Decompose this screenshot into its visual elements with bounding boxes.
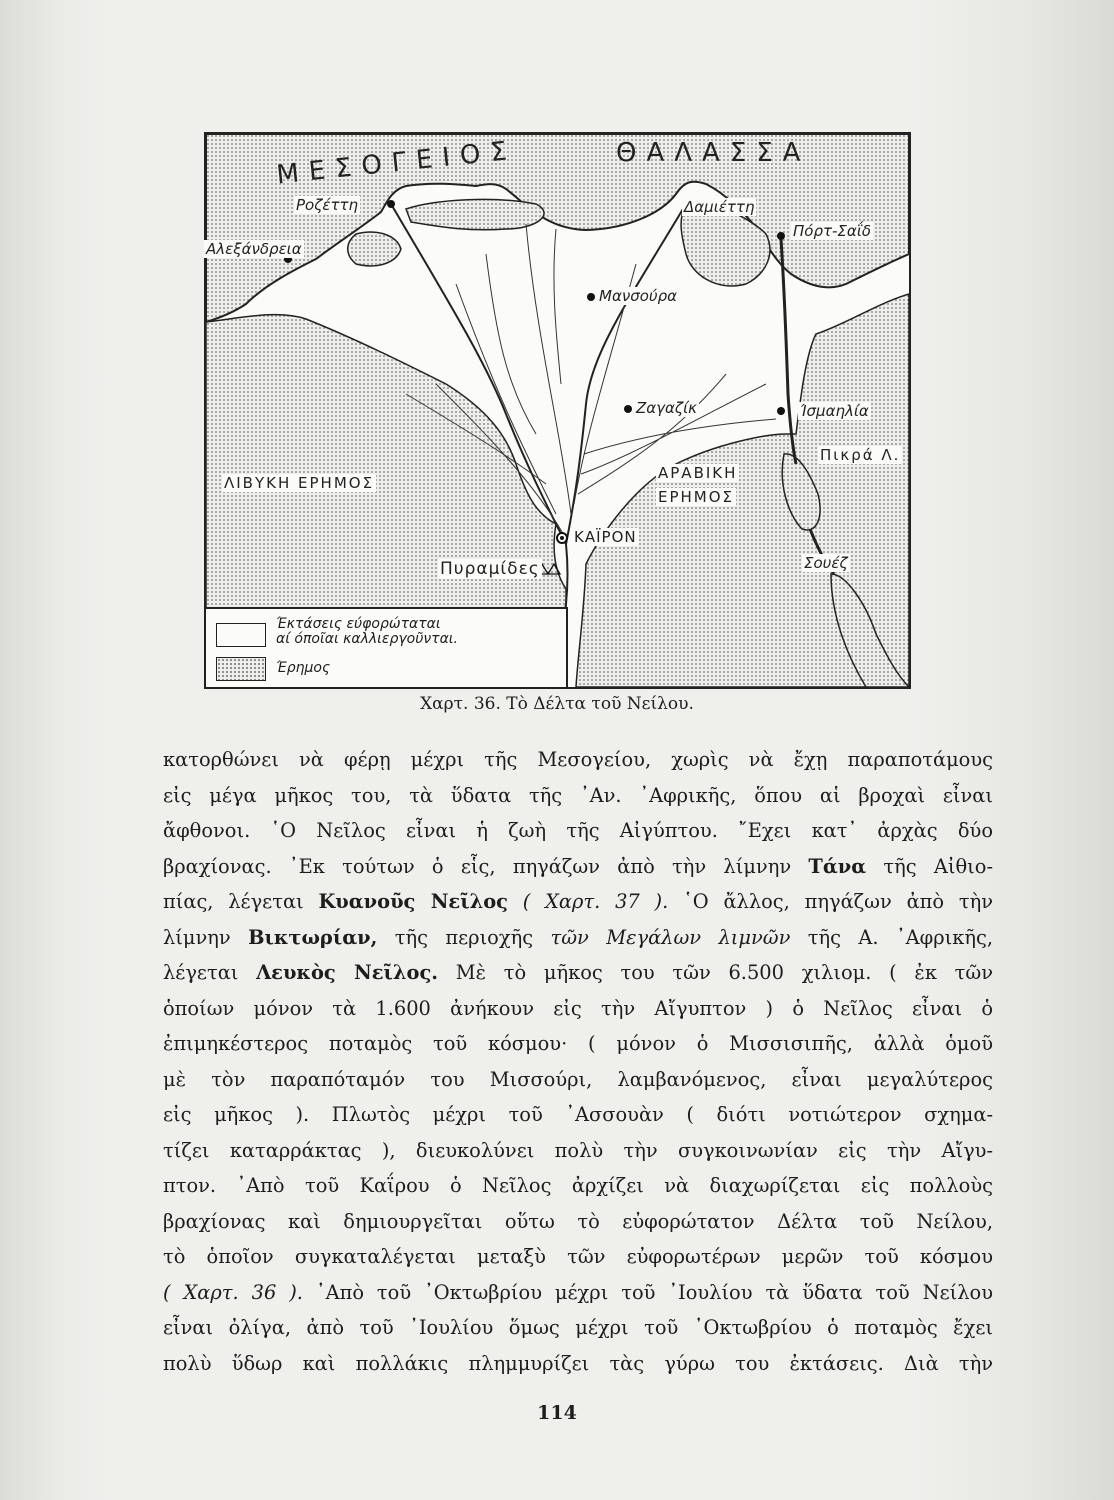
cairo-label: ΚΑΪΡΟΝ: [574, 528, 637, 546]
text-line-6: [163, 920, 993, 956]
lake-mariut: [348, 232, 401, 266]
ismailia-dot: [777, 407, 785, 415]
text-line-7-c: Μὲ τὸ μῆκος του τῶν 6.500 χιλιομ. ( ἐκ τῶν: [455, 961, 993, 984]
sea-label-mesogeios: ΜΕΣΟΓΕΙΟΣ: [275, 135, 519, 191]
text-line-9: ἐπιμηκέστερος ποταμὸς τοῦ κόσμου· ( μόνον ὁ Μισσισιπῆς, ἀλλὰ ὁμοῦ: [163, 1032, 993, 1055]
text-line-5-d: ῾Ο ἄλλος, πηγάζων ἀπὸ τὴν: [683, 890, 993, 913]
arabian-desert-label-line1: ΑΡΑΒΙΚΗ: [658, 464, 738, 482]
port-said-label: Πόρτ-Σαΐδ: [793, 222, 872, 240]
legend-fertile-line2: αί όποῖαι καλλιεργοῦνται.: [276, 631, 458, 647]
text-line-4: [163, 849, 993, 885]
text-line-4-c: τῆς Αἰθιο-: [883, 854, 993, 878]
text-line-5-a: πίας, λέγεται: [163, 890, 304, 913]
body-text: [163, 742, 993, 1381]
text-line-16: [163, 1275, 993, 1311]
mansoura-dot: [587, 293, 595, 301]
text-line-16-b: ᾿Απὸ τοῦ ᾿Οκτωβρίου μέχρι τοῦ ᾿Ιουλίου τὰ ὕδατα τοῦ Νείλου: [315, 1280, 993, 1304]
page-number: 114: [537, 1402, 577, 1424]
bitter-lake-label: Πικρά Λ.: [820, 446, 901, 464]
text-line-5: [163, 884, 993, 920]
legend-desert-swatch: [216, 657, 266, 681]
lake-idku: [406, 199, 544, 229]
text-line-1: κατορθώνει νὰ φέρῃ μέχρι τῆς Μεσογείου, χωρὶς νὰ ἔχῃ παραποτάμους: [163, 748, 993, 771]
text-line-14: βραχίονας καὶ δημιουργεῖται οὕτω τὸ εὐφορώτατον Δέλτα τοῦ Νείλου,: [163, 1209, 993, 1233]
rosetta-dot: [387, 200, 395, 208]
text-line-7-a: λέγεται: [163, 961, 239, 984]
text-victoria: Βικτωρίαν,: [248, 925, 378, 949]
text-line-8: ὁποίων μόνον τὰ 1.600 ἀνήκουν εἰς τὴν Αἴγυπτον ) ὁ Νεῖλος εἶναι ὁ: [163, 996, 993, 1020]
legend-desert-text: Έρημος: [276, 660, 331, 676]
arabian-desert-label-line2: ΕΡΗΜΟΣ: [658, 488, 735, 506]
ismailia-label: Ίσμαηλία: [800, 402, 869, 420]
text-line-4-a: βραχίονας. ᾿Εκ τούτων ὁ εἷς, πηγάζων ἀπὸ τὴν λίμνην: [163, 854, 792, 878]
legend-fertile-line1: Έκτάσεις εύφορώταται: [276, 616, 441, 632]
text-white-nile: Λευκὸς Νεῖλος.: [256, 961, 439, 984]
map-caption: Χαρτ. 36. Τὸ Δέλτα τοῦ Νείλου.: [420, 694, 694, 714]
cairo-dot-center: [560, 536, 564, 540]
text-map-ref-37: ( Χαρτ. 37 ).: [522, 890, 669, 913]
damietta-label: Δαμιέττη: [684, 198, 755, 216]
text-line-3: ἄφθονοι. ῾Ο Νεῖλος εἶναι ἡ ζωὴ τῆς Αἰγύπτου. ῎Εχει κατ᾿ ἀρχὰς δύο: [163, 819, 993, 842]
text-line-12: τίζει καταρράκτας ), διευκολύνει πολὺ τὴν συγκοινωνίαν εἰς τὴν Αἴγυ-: [163, 1138, 993, 1162]
text-line-6-e: τῆς Α. ᾿Αφρικῆς,: [807, 925, 993, 949]
alexandria-label: Αλεξάνδρεια: [206, 240, 302, 258]
rosetta-label: Ροζέττη: [296, 196, 359, 214]
text-line-18: πολὺ ὕδωρ καὶ πολλάκις πλημμυρίζει τὰς γύρω του ἐκτάσεις. Διὰ τὴν: [163, 1351, 993, 1375]
pyramids-label: Πυραμίδες: [440, 559, 540, 579]
text-map-ref-36: ( Χαρτ. 36 ).: [163, 1280, 303, 1304]
page-shadow-left: [0, 0, 110, 1500]
text-line-15: τὸ ὁποῖον συγκαταλέγεται μεταξὺ τῶν εὐφορωτέρων μερῶν τοῦ κόσμου: [163, 1245, 993, 1268]
text-line-6-a: λίμνην: [163, 925, 231, 949]
suez-label: Σουέζ: [804, 554, 848, 572]
text-line-6-c: τῆς περιοχῆς: [394, 925, 534, 949]
text-great-lakes: τῶν Μεγάλων λιμνῶν: [550, 925, 791, 949]
legend-fertile-text: [276, 617, 458, 647]
mansoura-label: Μανσούρα: [599, 287, 677, 305]
nile-delta-map: [204, 132, 911, 689]
text-line-13: πτον. ᾿Απὸ τοῦ Καΐρου ὁ Νεῖλος ἀρχίζει νὰ διαχωρίζεται εἰς πολλοὺς: [163, 1174, 993, 1197]
text-line-10: μὲ τὸν παραπόταμόν του Μισσούρι, λαμβανόμενος, εἶναι μεγαλύτερος: [163, 1067, 993, 1091]
port-said-dot: [777, 232, 785, 240]
text-line-17: εἶναι ὀλίγα, ἀπὸ τοῦ ᾿Ιουλίου ὅμως μέχρι τοῦ ᾿Οκτωβρίου ὁ ποταμὸς ἔχει: [163, 1316, 993, 1339]
map-legend: [206, 607, 568, 687]
sea-label-thalassa: ΘΑΛΑΣΣΑ: [616, 138, 811, 168]
zagazig-dot: [624, 405, 632, 413]
text-line-7: [163, 955, 993, 991]
text-tana: Τάνα: [808, 854, 867, 878]
libyan-desert-label: ΛΙΒΥΚΗ ΕΡΗΜΟΣ: [224, 474, 375, 492]
text-blue-nile: Κυανοῦς Νεῖλος: [318, 890, 508, 913]
zagazig-label: Ζαγαζίκ: [636, 399, 698, 417]
legend-fertile-swatch: [216, 623, 266, 647]
text-line-2: εἰς μέγα μῆκος του, τὰ ὕδατα τῆς ᾿Αν. ᾿Αφρικῆς, ὅπου αἱ βροχαὶ εἶναι: [163, 783, 993, 807]
text-line-11: εἰς μῆκος ). Πλωτὸς μέχρι τοῦ ᾿Ασσουὰν ( διότι νοτιώτερον σχημα-: [163, 1103, 993, 1126]
